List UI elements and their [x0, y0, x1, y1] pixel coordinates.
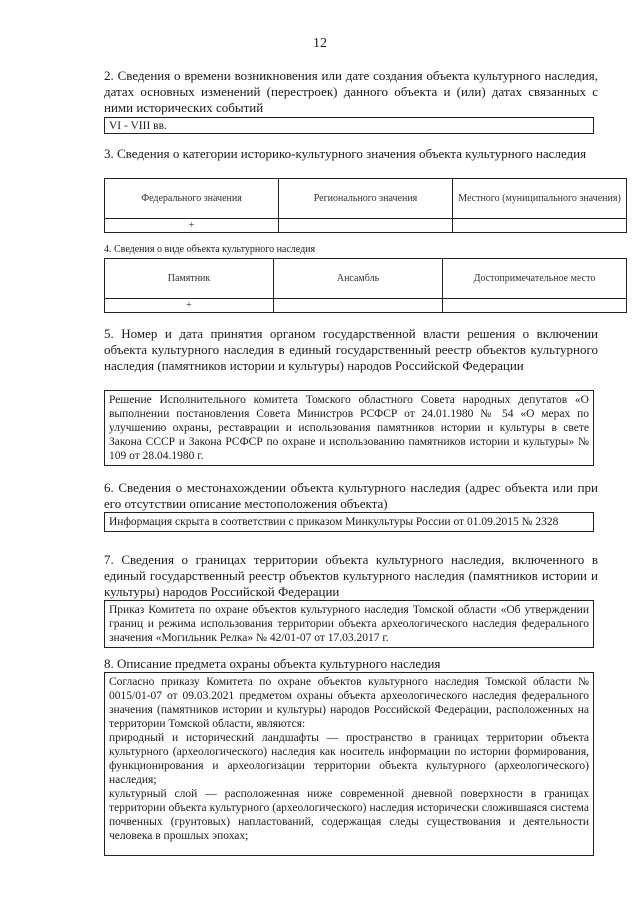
category-federal-header: Федерального значения: [105, 179, 279, 219]
section-4-heading: 4. Сведения о виде объекта культурного наследия: [104, 244, 316, 255]
type-table: [104, 258, 627, 313]
section-6-heading: 6. Сведения о местонахождении объекта культурного наследия (адрес объекта или при его отсутствии описание местоположения объекта): [104, 480, 598, 511]
section-8-value: [104, 672, 594, 856]
category-local-mark: [453, 219, 627, 233]
section-8-paragraph-2: природный и исторический ландшафты — пространство в границах территории объекта культурного (археологического) наследия как носитель информации по истории формирования, функционирования и археологизации территории объекта культурного (археологического) наследия;: [109, 732, 589, 786]
type-monument-header: Памятник: [105, 259, 274, 299]
section-6-value: Информация скрыта в соответствии с приказом Минкультуры России от 01.09.2015 № 2328: [104, 512, 594, 532]
section-2-value: VI - VIII вв.: [104, 117, 594, 134]
category-regional-mark: [279, 219, 453, 233]
type-ensemble-header: Ансамбль: [274, 259, 443, 299]
section-7-value: Приказ Комитета по охране объектов культурного наследия Томской области «Об утверждении границ и режима использования территории объекта археологического наследия федерального значения «Могильник Релка» № 42/01-07 от 17.03.2017 г.: [104, 600, 594, 648]
category-local-header: Местного (муниципального значения): [453, 179, 627, 219]
section-5-value: Решение Исполнительного комитета Томского областного Совета народных депутатов «О выполнении постановления Совета Министров РСФСР от 24.01.1980 № 54 «О мерах по улучшению охраны, реставрации и использования памятников истории и культуры в свете Закона СССР и Закона РСФСР по охране и использованию памятников истории и культуры» № 109 от 28.04.1980 г.: [104, 390, 594, 466]
section-2-heading: 2. Сведения о времени возникновения или дате создания объекта культурного наследия, датах основных изменений (перестроек) данного объекта и (или) датах связанных с ними исторических событий: [104, 68, 598, 115]
section-7-heading: 7. Сведения о границах территории объекта культурного наследия, включенного в единый государственный реестр объектов культурного наследия (памятников истории и культуры) народов Российской Федерации: [104, 552, 598, 599]
page-number: 12: [313, 36, 327, 51]
category-federal-mark: +: [105, 219, 279, 233]
section-5-heading: 5. Номер и дата принятия органом государственной власти решения о включении объекта культурного наследия в единый государственный реестр объектов культурного наследия (памятников истории и культуры) народов Российской Федерации: [104, 326, 598, 373]
type-place-mark: [443, 299, 627, 313]
section-8-paragraph-3: культурный слой — расположенная ниже современной дневной поверхности в границах территории объекта культурного (археологического) наследия исторически сложившаяся система почвенных (грунтовых) напластований, содержащая следы существования и деятельности человека в прошлых эпохах;: [109, 788, 589, 842]
type-ensemble-mark: [274, 299, 443, 313]
type-monument-mark: +: [105, 299, 274, 313]
category-table: [104, 178, 627, 233]
category-regional-header: Регионального значения: [279, 179, 453, 219]
type-place-header: Достопримечательное место: [443, 259, 627, 299]
section-3-heading: 3. Сведения о категории историко-культурного значения объекта культурного наследия: [104, 146, 587, 161]
section-8-heading: 8. Описание предмета охраны объекта культурного наследия: [104, 656, 441, 671]
section-8-paragraph-1: Согласно приказу Комитета по охране объектов культурного наследия Томской области № 0015/01-07 от 09.03.2021 предметом охраны объекта археологического наследия федерального значения (памятников истории и культуры) народов Российской Федерации, расположенных на территории Томской области, являются:: [109, 676, 589, 730]
